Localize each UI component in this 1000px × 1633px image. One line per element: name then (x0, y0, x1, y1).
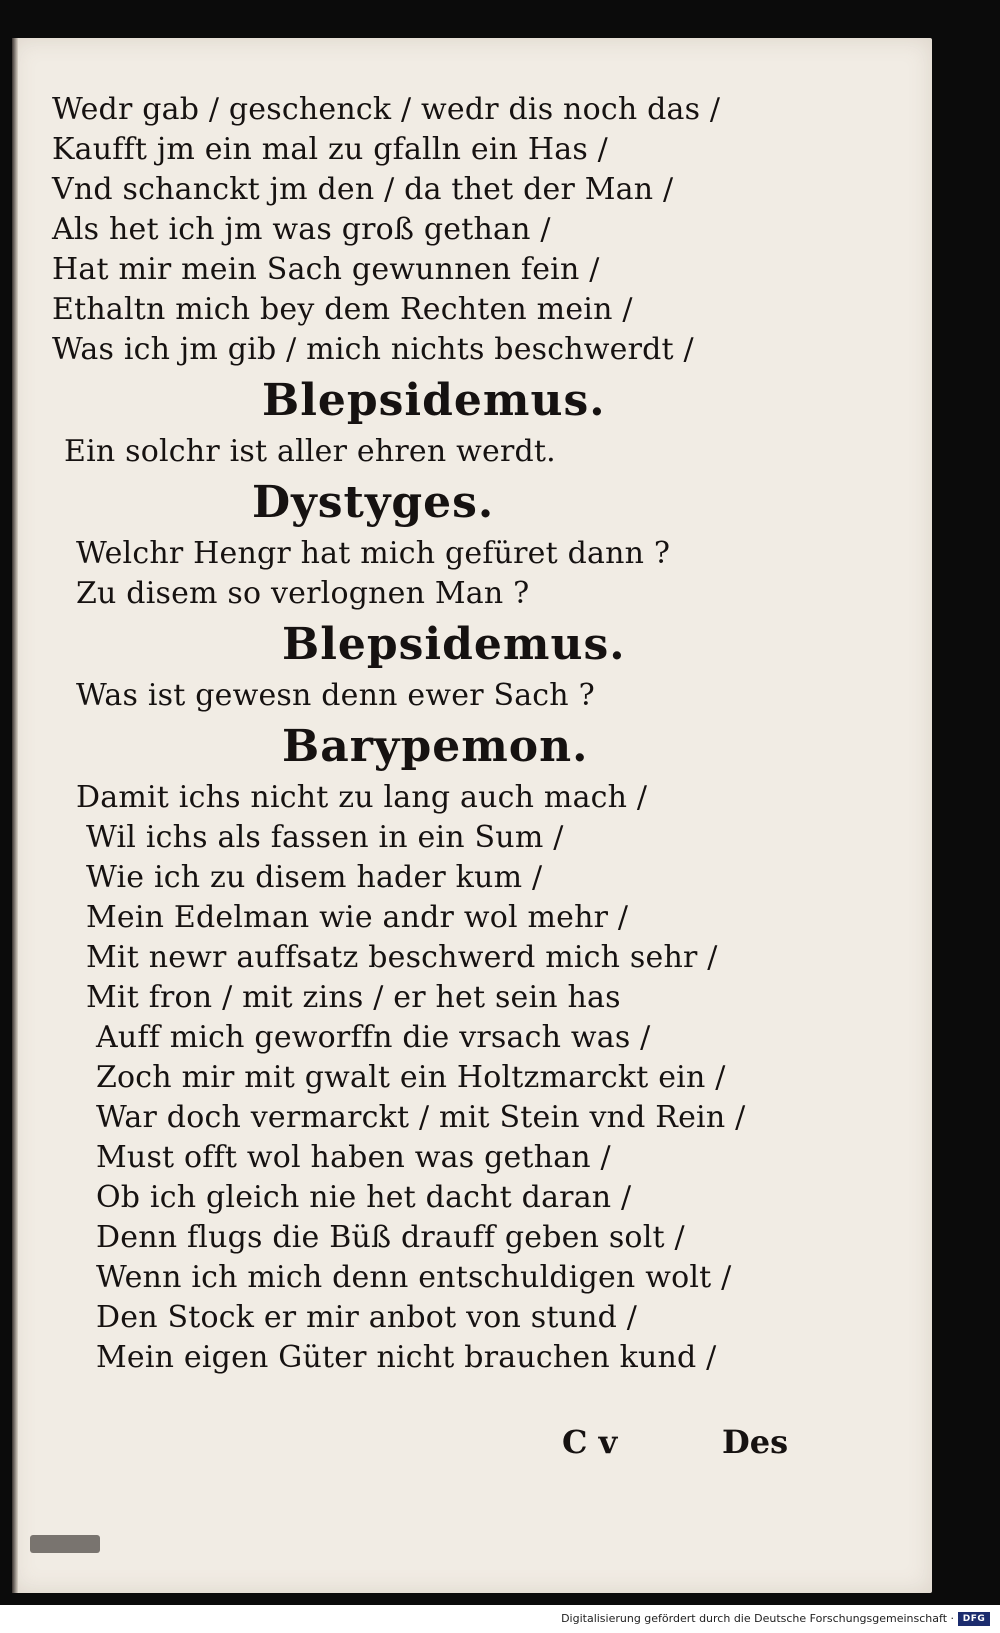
dfg-logo: DFG (958, 1612, 990, 1626)
verse-line: Was ich jm gib / mich nichts beschwerdt / (52, 332, 694, 367)
verse-line: Zu disem so verlognen Man ? (76, 576, 530, 611)
verse-line: Wedr gab / geschenck / wedr dis noch das / (52, 92, 721, 127)
verse-line: Mit fron / mit zins / er het sein has (86, 980, 621, 1015)
signature-mark: C v (562, 1423, 618, 1461)
page-gutter-edge (12, 38, 18, 1593)
verse-line: Hat mir mein Sach gewunnen fein / (52, 252, 600, 287)
verse-line: Wenn ich mich denn entschuldigen wolt / (96, 1260, 732, 1295)
speaker-heading: Barypemon. (282, 721, 589, 772)
verse-line: Damit ichs nicht zu lang auch mach / (76, 780, 648, 815)
verse-line: Ein solchr ist aller ehren werdt. (64, 434, 556, 469)
verse-line: Mit newr auffsatz beschwerd mich sehr / (86, 940, 718, 975)
verse-line: Den Stock er mir anbot von stund / (96, 1300, 638, 1335)
speaker-heading: Blepsidemus. (262, 375, 606, 426)
verse-line: Mein eigen Güter nicht brauchen kund / (96, 1340, 717, 1375)
page-text-block (52, 90, 882, 1378)
verse-line: Vnd schanckt jm den / da thet der Man / (52, 172, 674, 207)
catchword: Des (722, 1423, 789, 1461)
verse-line: Welchr Hengr hat mich gefüret dann ? (76, 536, 671, 571)
digitization-footer (0, 1605, 1000, 1633)
verse-line: Mein Edelman wie andr wol mehr / (86, 900, 629, 935)
verse-line: Must offt wol haben was gethan / (96, 1140, 611, 1175)
verse-line: Kaufft jm ein mal zu gfalln ein Has / (52, 132, 608, 167)
speaker-heading: Dystyges. (252, 477, 495, 528)
verse-line: Wie ich zu disem hader kum / (86, 860, 543, 895)
verse-line: Was ist gewesn denn ewer Sach ? (76, 678, 595, 713)
verse-line: Auff mich geworffn die vrsach was / (96, 1020, 651, 1055)
verse-line: Zoch mir mit gwalt ein Holtzmarckt ein / (96, 1060, 726, 1095)
funding-credit: Digitalisierung gefördert durch die Deutsche Forschungsgemeinschaft · (561, 1612, 954, 1625)
verse-line: Wil ichs als fassen in ein Sum / (86, 820, 564, 855)
speaker-heading: Blepsidemus. (282, 619, 626, 670)
book-page (12, 38, 932, 1593)
verse-line: Denn flugs die Büß drauff geben solt / (96, 1220, 685, 1255)
verse-line: War doch vermarckt / mit Stein vnd Rein / (96, 1100, 746, 1135)
page-wear-mark (30, 1535, 100, 1553)
page-footer-catchline (52, 1423, 882, 1467)
verse-line: Ob ich gleich nie het dacht daran / (96, 1180, 632, 1215)
verse-line: Ethaltn mich bey dem Rechten mein / (52, 292, 633, 327)
verse-line: Als het ich jm was groß gethan / (52, 212, 551, 247)
